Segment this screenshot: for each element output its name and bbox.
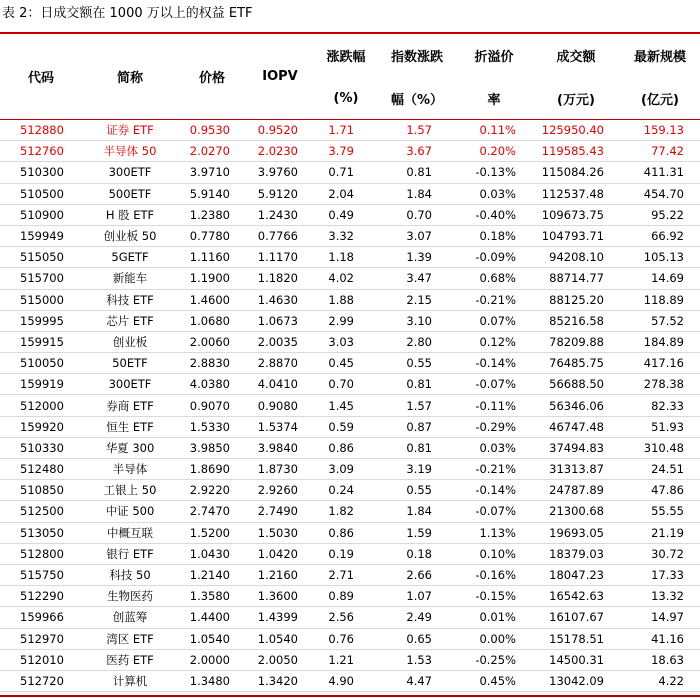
cell-premium: 0.45% (456, 670, 532, 691)
cell-index-change: 3.19 (378, 459, 456, 480)
cell-code: 510300 (0, 162, 82, 183)
cell-price: 1.5330 (178, 416, 246, 437)
cell-change: 4.90 (314, 670, 378, 691)
cell-price: 1.0680 (178, 310, 246, 331)
cell-name: 新能车 (82, 268, 178, 289)
cell-name: 创蓝筹 (82, 607, 178, 628)
cell-turnover: 46747.48 (532, 416, 620, 437)
cell-price: 1.3480 (178, 670, 246, 691)
table-caption: 表 2：日成交额在 1000 万以上的权益 ETF (2, 6, 253, 21)
table-row (0, 331, 700, 352)
cell-price: 1.0430 (178, 543, 246, 564)
cell-change: 0.86 (314, 522, 378, 543)
cell-iopv: 1.0540 (246, 628, 314, 649)
cell-change: 0.49 (314, 204, 378, 225)
cell-index-change: 0.81 (378, 162, 456, 183)
cell-turnover: 15178.51 (532, 628, 620, 649)
cell-turnover: 94208.10 (532, 247, 620, 268)
cell-price: 1.4400 (178, 607, 246, 628)
header-name: 简称 (116, 71, 143, 86)
cell-premium: 0.07% (456, 310, 532, 331)
cell-scale: 41.16 (620, 628, 700, 649)
cell-change: 0.24 (314, 480, 378, 501)
cell-scale: 24.51 (620, 459, 700, 480)
table-row (0, 586, 700, 607)
cell-index-change: 1.59 (378, 522, 456, 543)
cell-iopv: 2.0050 (246, 649, 314, 670)
cell-iopv: 0.9080 (246, 395, 314, 416)
cell-iopv: 1.5030 (246, 522, 314, 543)
cell-premium: 0.03% (456, 183, 532, 204)
cell-turnover: 16542.63 (532, 586, 620, 607)
table-bottom-rule (0, 695, 700, 697)
cell-premium: -0.21% (456, 459, 532, 480)
table-row (0, 141, 700, 162)
cell-turnover: 24787.89 (532, 480, 620, 501)
cell-change: 1.88 (314, 289, 378, 310)
cell-iopv: 1.8730 (246, 459, 314, 480)
cell-code: 159949 (0, 225, 82, 246)
cell-change: 1.82 (314, 501, 378, 522)
cell-turnover: 14500.31 (532, 649, 620, 670)
cell-index-change: 0.70 (378, 204, 456, 225)
table-row (0, 649, 700, 670)
table-row (0, 607, 700, 628)
table-row (0, 564, 700, 585)
cell-scale: 105.13 (620, 247, 700, 268)
cell-scale: 21.19 (620, 522, 700, 543)
header-index-change: 指数涨跌 (390, 50, 443, 65)
cell-index-change: 0.55 (378, 480, 456, 501)
cell-price: 1.5200 (178, 522, 246, 543)
cell-price: 1.2140 (178, 564, 246, 585)
cell-name: 医药 ETF (82, 649, 178, 670)
cell-scale: 57.52 (620, 310, 700, 331)
cell-price: 2.0000 (178, 649, 246, 670)
cell-name: 创业板 50 (82, 225, 178, 246)
cell-turnover: 112537.48 (532, 183, 620, 204)
cell-scale: 184.89 (620, 331, 700, 352)
cell-scale: 118.89 (620, 289, 700, 310)
cell-change: 3.03 (314, 331, 378, 352)
cell-turnover: 78209.88 (532, 331, 620, 352)
cell-turnover: 19693.05 (532, 522, 620, 543)
cell-turnover: 88125.20 (532, 289, 620, 310)
cell-premium: -0.07% (456, 374, 532, 395)
header-turnover: 成交额 (556, 50, 596, 65)
cell-price: 1.1160 (178, 247, 246, 268)
cell-index-change: 0.55 (378, 353, 456, 374)
cell-change: 3.32 (314, 225, 378, 246)
cell-name: 中证 500 (82, 501, 178, 522)
cell-change: 0.76 (314, 628, 378, 649)
cell-name: 生物医药 (82, 586, 178, 607)
header-premium-unit: 率 (487, 92, 501, 108)
cell-price: 1.2380 (178, 204, 246, 225)
cell-iopv: 2.9260 (246, 480, 314, 501)
cell-scale: 51.93 (620, 416, 700, 437)
cell-turnover: 115084.26 (532, 162, 620, 183)
cell-iopv: 5.9120 (246, 183, 314, 204)
cell-price: 4.0380 (178, 374, 246, 395)
cell-index-change: 3.07 (378, 225, 456, 246)
cell-index-change: 1.84 (378, 183, 456, 204)
cell-name: 证券 ETF (82, 119, 178, 141)
cell-name: 半导体 50 (82, 141, 178, 162)
cell-premium: 0.11% (456, 119, 532, 141)
cell-scale: 159.13 (620, 119, 700, 141)
cell-code: 512970 (0, 628, 82, 649)
cell-price: 2.0270 (178, 141, 246, 162)
cell-index-change: 3.67 (378, 141, 456, 162)
cell-turnover: 85216.58 (532, 310, 620, 331)
cell-code: 510850 (0, 480, 82, 501)
cell-change: 3.79 (314, 141, 378, 162)
table-row (0, 416, 700, 437)
cell-iopv: 2.0230 (246, 141, 314, 162)
cell-turnover: 21300.68 (532, 501, 620, 522)
cell-index-change: 2.49 (378, 607, 456, 628)
cell-premium: -0.13% (456, 162, 532, 183)
cell-code: 510500 (0, 183, 82, 204)
cell-turnover: 18379.03 (532, 543, 620, 564)
cell-code: 159920 (0, 416, 82, 437)
cell-code: 159966 (0, 607, 82, 628)
cell-index-change: 1.57 (378, 395, 456, 416)
table-row (0, 543, 700, 564)
cell-premium: 0.10% (456, 543, 532, 564)
table-row (0, 183, 700, 204)
cell-turnover: 104793.71 (532, 225, 620, 246)
cell-index-change: 2.80 (378, 331, 456, 352)
cell-price: 2.0060 (178, 331, 246, 352)
cell-turnover: 125950.40 (532, 119, 620, 141)
cell-index-change: 0.65 (378, 628, 456, 649)
cell-code: 512290 (0, 586, 82, 607)
cell-name: 300ETF (82, 162, 178, 183)
cell-change: 1.21 (314, 649, 378, 670)
table-row (0, 268, 700, 289)
cell-code: 512760 (0, 141, 82, 162)
cell-code: 512500 (0, 501, 82, 522)
cell-price: 5.9140 (178, 183, 246, 204)
cell-name: 50ETF (82, 353, 178, 374)
cell-index-change: 3.10 (378, 310, 456, 331)
table-row (0, 670, 700, 691)
table-row (0, 628, 700, 649)
cell-code: 159915 (0, 331, 82, 352)
cell-code: 510050 (0, 353, 82, 374)
header-iopv: IOPV (262, 69, 298, 84)
cell-code: 512480 (0, 459, 82, 480)
header-change: 涨跌幅 (326, 50, 366, 65)
cell-change: 0.86 (314, 437, 378, 458)
cell-iopv: 1.2160 (246, 564, 314, 585)
cell-iopv: 2.0035 (246, 331, 314, 352)
cell-name: 300ETF (82, 374, 178, 395)
cell-premium: 0.12% (456, 331, 532, 352)
cell-turnover: 56688.50 (532, 374, 620, 395)
cell-premium: -0.11% (456, 395, 532, 416)
cell-iopv: 1.0420 (246, 543, 314, 564)
cell-iopv: 3.9840 (246, 437, 314, 458)
cell-code: 515050 (0, 247, 82, 268)
cell-premium: -0.16% (456, 564, 532, 585)
cell-name: 华夏 300 (82, 437, 178, 458)
cell-premium: 0.03% (456, 437, 532, 458)
cell-change: 0.45 (314, 353, 378, 374)
cell-price: 3.9850 (178, 437, 246, 458)
cell-price: 2.9220 (178, 480, 246, 501)
cell-turnover: 109673.75 (532, 204, 620, 225)
cell-price: 0.9530 (178, 119, 246, 141)
cell-premium: -0.14% (456, 353, 532, 374)
cell-turnover: 13042.09 (532, 670, 620, 691)
table-row (0, 119, 700, 141)
cell-change: 2.71 (314, 564, 378, 585)
cell-index-change: 4.47 (378, 670, 456, 691)
cell-code: 512000 (0, 395, 82, 416)
cell-scale: 278.38 (620, 374, 700, 395)
table-row (0, 374, 700, 395)
cell-scale: 55.55 (620, 501, 700, 522)
header-turnover-unit: (万元) (557, 92, 595, 108)
header-premium: 折溢价 (474, 50, 514, 65)
cell-scale: 417.16 (620, 353, 700, 374)
cell-index-change: 1.39 (378, 247, 456, 268)
cell-price: 1.0540 (178, 628, 246, 649)
cell-index-change: 1.07 (378, 586, 456, 607)
cell-price: 0.7780 (178, 225, 246, 246)
cell-index-change: 0.81 (378, 437, 456, 458)
header-price: 价格 (198, 71, 225, 86)
cell-iopv: 0.7766 (246, 225, 314, 246)
cell-premium: 0.20% (456, 141, 532, 162)
cell-turnover: 76485.75 (532, 353, 620, 374)
cell-name: H 股 ETF (82, 204, 178, 225)
cell-iopv: 1.2430 (246, 204, 314, 225)
table-header-rule (0, 119, 700, 120)
cell-premium: -0.29% (456, 416, 532, 437)
cell-change: 0.89 (314, 586, 378, 607)
cell-price: 1.4600 (178, 289, 246, 310)
etf-table-body (0, 119, 700, 692)
cell-name: 工银上 50 (82, 480, 178, 501)
cell-scale: 14.97 (620, 607, 700, 628)
cell-scale: 411.31 (620, 162, 700, 183)
cell-index-change: 3.47 (378, 268, 456, 289)
cell-scale: 95.22 (620, 204, 700, 225)
cell-name: 芯片 ETF (82, 310, 178, 331)
cell-code: 512880 (0, 119, 82, 141)
cell-scale: 66.92 (620, 225, 700, 246)
table-row (0, 247, 700, 268)
cell-scale: 454.70 (620, 183, 700, 204)
cell-scale: 77.42 (620, 141, 700, 162)
cell-name: 湾区 ETF (82, 628, 178, 649)
cell-price: 2.8830 (178, 353, 246, 374)
cell-index-change: 1.57 (378, 119, 456, 141)
cell-index-change: 2.15 (378, 289, 456, 310)
table-row (0, 353, 700, 374)
cell-index-change: 1.53 (378, 649, 456, 670)
table-row (0, 289, 700, 310)
cell-iopv: 3.9760 (246, 162, 314, 183)
cell-name: 5GETF (82, 247, 178, 268)
cell-name: 计算机 (82, 670, 178, 691)
cell-name: 恒生 ETF (82, 416, 178, 437)
cell-code: 510330 (0, 437, 82, 458)
table-row (0, 480, 700, 501)
cell-change: 0.71 (314, 162, 378, 183)
cell-index-change: 2.66 (378, 564, 456, 585)
cell-price: 2.7470 (178, 501, 246, 522)
cell-premium: -0.07% (456, 501, 532, 522)
cell-scale: 310.48 (620, 437, 700, 458)
table-row (0, 501, 700, 522)
cell-name: 500ETF (82, 183, 178, 204)
cell-code: 512800 (0, 543, 82, 564)
cell-code: 515750 (0, 564, 82, 585)
cell-name: 券商 ETF (82, 395, 178, 416)
cell-price: 1.8690 (178, 459, 246, 480)
cell-premium: -0.09% (456, 247, 532, 268)
cell-turnover: 31313.87 (532, 459, 620, 480)
cell-code: 515700 (0, 268, 82, 289)
cell-iopv: 1.1170 (246, 247, 314, 268)
cell-iopv: 0.9520 (246, 119, 314, 141)
cell-change: 4.02 (314, 268, 378, 289)
cell-change: 0.70 (314, 374, 378, 395)
cell-price: 1.3580 (178, 586, 246, 607)
cell-change: 1.18 (314, 247, 378, 268)
table-row (0, 310, 700, 331)
cell-price: 0.9070 (178, 395, 246, 416)
table-row (0, 437, 700, 458)
cell-turnover: 56346.06 (532, 395, 620, 416)
cell-scale: 14.69 (620, 268, 700, 289)
cell-premium: -0.21% (456, 289, 532, 310)
cell-index-change: 0.87 (378, 416, 456, 437)
cell-scale: 82.33 (620, 395, 700, 416)
cell-change: 0.59 (314, 416, 378, 437)
header-change-unit: (%) (333, 90, 359, 106)
cell-premium: 0.18% (456, 225, 532, 246)
cell-turnover: 88714.77 (532, 268, 620, 289)
cell-scale: 17.33 (620, 564, 700, 585)
table-row (0, 204, 700, 225)
cell-premium: -0.14% (456, 480, 532, 501)
cell-turnover: 119585.43 (532, 141, 620, 162)
header-index-change-unit: 幅（%） (390, 92, 444, 108)
table-row (0, 225, 700, 246)
cell-code: 512720 (0, 670, 82, 691)
header-code: 代码 (27, 71, 54, 86)
cell-name: 中概互联 (82, 522, 178, 543)
etf-table (0, 34, 700, 692)
cell-premium: -0.15% (456, 586, 532, 607)
cell-code: 159995 (0, 310, 82, 331)
cell-iopv: 1.5374 (246, 416, 314, 437)
cell-code: 512010 (0, 649, 82, 670)
cell-turnover: 18047.23 (532, 564, 620, 585)
cell-change: 3.09 (314, 459, 378, 480)
cell-name: 科技 ETF (82, 289, 178, 310)
cell-price: 1.1900 (178, 268, 246, 289)
header-scale-unit: (亿元) (641, 92, 679, 108)
cell-scale: 18.63 (620, 649, 700, 670)
cell-change: 2.99 (314, 310, 378, 331)
cell-change: 2.04 (314, 183, 378, 204)
cell-iopv: 2.7490 (246, 501, 314, 522)
cell-code: 510900 (0, 204, 82, 225)
cell-iopv: 1.4630 (246, 289, 314, 310)
cell-scale: 13.32 (620, 586, 700, 607)
cell-name: 科技 50 (82, 564, 178, 585)
cell-turnover: 37494.83 (532, 437, 620, 458)
header-scale: 最新规模 (633, 50, 686, 65)
cell-index-change: 0.81 (378, 374, 456, 395)
cell-scale: 4.22 (620, 670, 700, 691)
cell-name: 银行 ETF (82, 543, 178, 564)
cell-code: 159919 (0, 374, 82, 395)
cell-iopv: 4.0410 (246, 374, 314, 395)
cell-premium: 1.13% (456, 522, 532, 543)
cell-change: 0.19 (314, 543, 378, 564)
cell-change: 1.71 (314, 119, 378, 141)
cell-iopv: 1.0673 (246, 310, 314, 331)
cell-index-change: 0.18 (378, 543, 456, 564)
table-row (0, 522, 700, 543)
cell-name: 半导体 (82, 459, 178, 480)
cell-name: 创业板 (82, 331, 178, 352)
cell-price: 3.9710 (178, 162, 246, 183)
cell-code: 515000 (0, 289, 82, 310)
cell-premium: -0.40% (456, 204, 532, 225)
cell-iopv: 1.3420 (246, 670, 314, 691)
cell-scale: 47.86 (620, 480, 700, 501)
cell-premium: -0.25% (456, 649, 532, 670)
cell-premium: 0.01% (456, 607, 532, 628)
cell-iopv: 1.4399 (246, 607, 314, 628)
table-row (0, 162, 700, 183)
table-row (0, 459, 700, 480)
cell-premium: 0.00% (456, 628, 532, 649)
cell-turnover: 16107.67 (532, 607, 620, 628)
cell-code: 513050 (0, 522, 82, 543)
cell-iopv: 1.3600 (246, 586, 314, 607)
cell-iopv: 2.8870 (246, 353, 314, 374)
cell-scale: 30.72 (620, 543, 700, 564)
table-row (0, 395, 700, 416)
cell-premium: 0.68% (456, 268, 532, 289)
cell-change: 1.45 (314, 395, 378, 416)
cell-iopv: 1.1820 (246, 268, 314, 289)
cell-change: 2.56 (314, 607, 378, 628)
cell-index-change: 1.84 (378, 501, 456, 522)
